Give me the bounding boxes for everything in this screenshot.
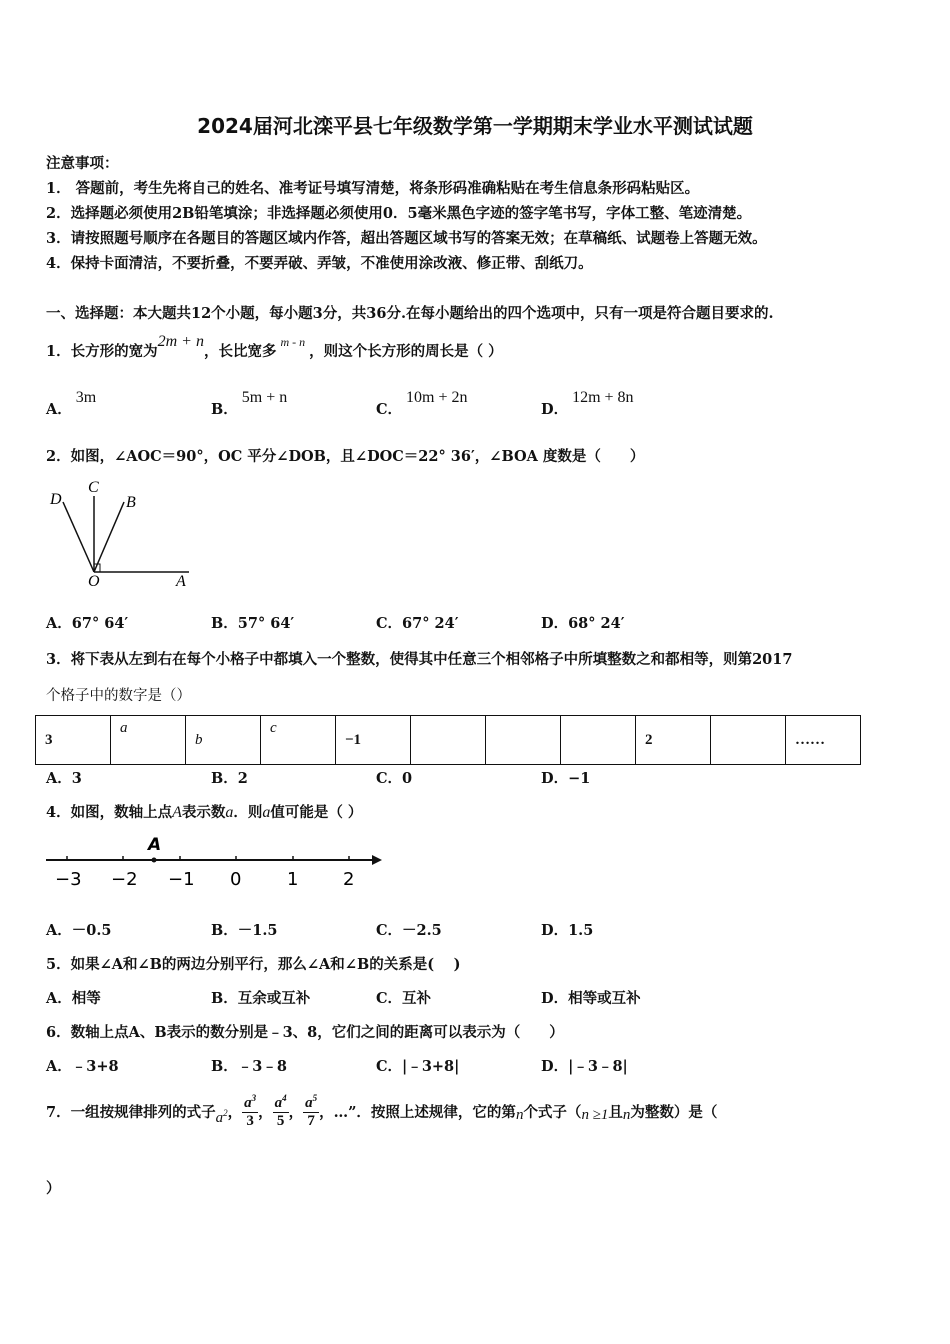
q1-mid: ，长比宽多 (203, 343, 277, 360)
grid-cell-9: 2 (636, 716, 711, 765)
q5-option-c[interactable]: C．互补 (376, 990, 432, 1007)
q3-option-a[interactable]: A．3 (46, 770, 82, 787)
q6-option-b[interactable]: B．﹣3﹣8 (211, 1058, 287, 1075)
q5-option-d[interactable]: D．相等或互补 (541, 990, 641, 1007)
q4-option-a[interactable]: A．－0.5 (46, 922, 112, 939)
grid-cell-10 (711, 716, 786, 765)
q5-option-a[interactable]: A．相等 (46, 990, 101, 1007)
tick-2: 2 (343, 869, 355, 890)
q1-expr-diff: m - n (280, 335, 306, 349)
tick-neg1: −1 (168, 869, 195, 890)
grid-cell-4: c (261, 716, 336, 765)
fraction-2: $\frac{a^4}{5}$ (274, 1093, 287, 1129)
question-7: 7．一组按规律排列的式子 $a^2$ ， $\frac{a^3}{3}$ ， $\frac{a^4}{5}$ ， $\frac{a^5}{7}$ ，…”．按照上述规律，它的第 n 个式子（ n ≥1 且 n 为整数）是（ (46, 1093, 718, 1129)
q6-option-a[interactable]: A．﹣3+8 (46, 1058, 119, 1075)
angle-figure (44, 474, 204, 592)
notice-item-3: 3．请按照题号顺序在各题目的答题区域内作答，超出答题区域书写的答案无效；在草稿纸、试题卷上答题无效。 (46, 230, 767, 247)
q2-option-c[interactable]: C．67° 24′ (376, 615, 459, 632)
notice-heading: 注意事项： (46, 155, 119, 172)
label-b: B (126, 494, 136, 511)
label-c: C (88, 479, 99, 496)
question-3-line2: 个格子中的数字是（） (46, 688, 191, 704)
question-2: 2．如图，∠AOC＝90°，OC 平分∠DOB，且∠DOC＝22° 36′，∠BOA 度数是（ ） (46, 448, 645, 465)
question-3-line1: 3．将下表从左到右在每个小格子中都填入一个整数，使得其中任意三个相邻格子中所填整数之和都相等，则第2017 (46, 651, 793, 668)
q1-post: ，则这个长方形的周长是（ ） (309, 343, 503, 360)
q2-option-b[interactable]: B．57° 64′ (211, 615, 295, 632)
question-4: 4．如图，数轴上点A表示数a．则a值可能是（ ） (46, 804, 363, 821)
axis-point-a: A (148, 835, 162, 855)
tick-neg3: −3 (55, 869, 82, 890)
grid-cell-8 (561, 716, 636, 765)
q3-option-d[interactable]: D．−1 (541, 770, 591, 787)
tick-neg2: −2 (111, 869, 138, 890)
label-d: D (50, 491, 62, 508)
q1-option-a[interactable]: A．3m (46, 389, 97, 418)
notice-item-2: 2．选择题必须使用2B铅笔填涂；非选择题必须使用0．5毫米黑色字迹的签字笔书写，字体工整、笔迹清楚。 (46, 205, 752, 222)
number-line (40, 830, 390, 892)
grid-cell-5: −1 (336, 716, 411, 765)
q6-option-c[interactable]: C．|﹣3+8| (376, 1058, 460, 1075)
tick-1: 1 (287, 869, 299, 890)
q6-option-d[interactable]: D．|﹣3﹣8| (541, 1058, 628, 1075)
question-6: 6．数轴上点A、B表示的数分别是﹣3、8，它们之间的距离可以表示为（ ） (46, 1024, 564, 1041)
question-5: 5．如果∠A和∠B的两边分别平行，那么∠A和∠B的关系是( ) (46, 956, 461, 973)
tick-0: 0 (230, 869, 242, 890)
q1-option-d[interactable]: D．12m + 8n (541, 389, 634, 418)
grid-cell-3: b (186, 716, 261, 765)
q3-option-c[interactable]: C．0 (376, 770, 413, 787)
question-1 (46, 333, 503, 361)
q2-option-d[interactable]: D．68° 24′ (541, 615, 625, 632)
grid-cell-2: a (111, 716, 186, 765)
grid-cell-6 (411, 716, 486, 765)
notice-item-4: 4．保持卡面清洁，不要折叠，不要弄破、弄皱，不准使用涂改液、修正带、刮纸刀。 (46, 255, 593, 272)
number-grid (35, 715, 861, 765)
q1-pre: 1．长方形的宽为 (46, 343, 158, 360)
page-title: 2024届河北滦平县七年级数学第一学期期末学业水平测试试题 (197, 114, 753, 138)
section-heading: 一、选择题：本大题共12个小题，每小题3分，共36分.在每小题给出的四个选项中，只有一项是符合题目要求的. (46, 305, 774, 322)
label-a: A (176, 573, 186, 590)
q5-option-b[interactable]: B．互余或互补 (211, 990, 311, 1007)
q1-expr-width: 2m + n (157, 333, 204, 350)
q1-option-b[interactable]: B．5m + n (211, 389, 288, 418)
q4-option-b[interactable]: B．－1.5 (211, 922, 278, 939)
q4-option-d[interactable]: D．1.5 (541, 922, 594, 939)
q1-option-c[interactable]: C．10m + 2n (376, 389, 468, 418)
grid-cell-1: 3 (36, 716, 111, 765)
question-7-close: ） (46, 1180, 61, 1197)
notice-item-1: 1． 答题前，考生先将自己的姓名、准考证号填写清楚，将条形码准确粘贴在考生信息条形码粘贴区。 (46, 180, 700, 197)
label-o: O (88, 573, 100, 590)
q3-option-b[interactable]: B．2 (211, 770, 248, 787)
grid-row (36, 716, 861, 765)
fraction-1: $\frac{a^3}{3}$ (244, 1093, 257, 1129)
fraction-3: $\frac{a^5}{7}$ (305, 1093, 318, 1129)
q2-option-a[interactable]: A．67° 64′ (46, 615, 129, 632)
grid-cell-11: …… (786, 716, 861, 765)
q4-option-c[interactable]: C．－2.5 (376, 922, 442, 939)
grid-cell-7 (486, 716, 561, 765)
